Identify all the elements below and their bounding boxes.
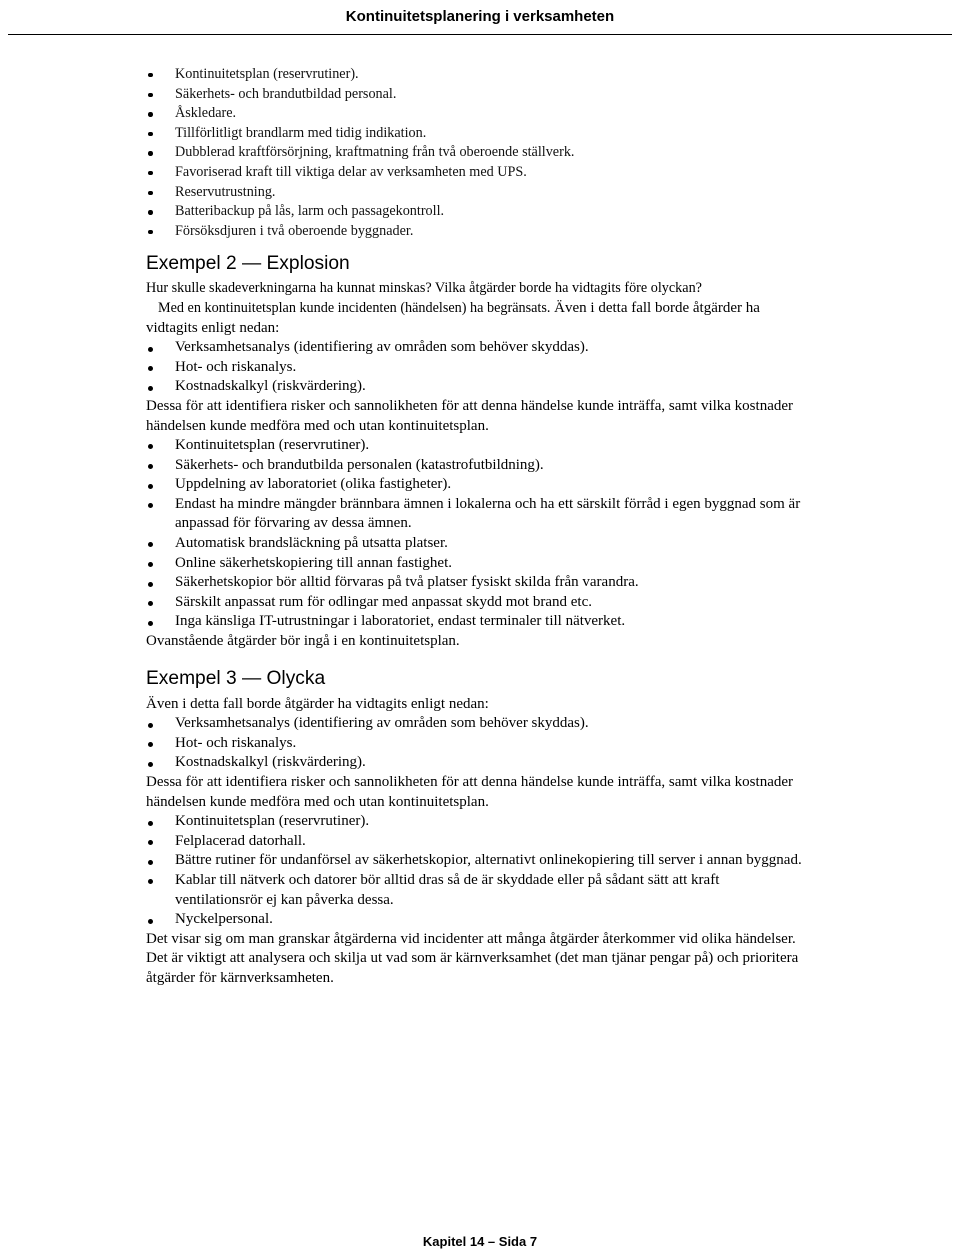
list-item: Säkerhetskopior bör alltid förvaras på två platser fysiskt skilda från varandra. xyxy=(146,573,806,593)
list-item: Kontinuitetsplan (reservrutiner). xyxy=(146,812,806,832)
list-item: Hot- och riskanalys. xyxy=(146,734,806,754)
question-paragraph: Hur skulle skadeverkningarna ha kunnat minskas? Vilka åtgärder borde ha vidtagits före olyckan? xyxy=(146,280,702,297)
measures-bullet-list xyxy=(146,812,806,930)
list-item: Online säkerhetskopiering till annan fastighet. xyxy=(146,554,806,574)
risk-paragraph: Dessa för att identifiera risker och sannolikheten för att denna händelse kunde inträffa, samt vilka kostnader händelsen kunde medföra med och utan kontinuitetsplan. xyxy=(146,774,793,810)
list-item: Dubblerad kraftförsörjning, kraftmatning från två oberoende ställverk. xyxy=(146,143,806,163)
list-item: Inga känsliga IT-utrustningar i laboratoriet, endast terminaler till nätverket. xyxy=(146,612,806,632)
list-item: Tillförlitligt brandlarm med tidig indikation. xyxy=(146,124,806,144)
list-item: Nyckelpersonal. xyxy=(146,910,806,930)
section-heading-example-2: Exempel 2 — Explosion xyxy=(146,253,350,275)
page-header: Kontinuitetsplanering i verksamheten xyxy=(345,8,615,25)
list-item: Säkerhets- och brandutbildad personal. xyxy=(146,85,806,105)
list-item: Felplacerad datorhall. xyxy=(146,832,806,852)
list-item: Kostnadskalkyl (riskvärdering). xyxy=(146,377,806,397)
header-divider xyxy=(8,34,952,35)
list-item: Kontinuitetsplan (reservrutiner). xyxy=(146,436,806,456)
section-heading-example-3: Exempel 3 — Olycka xyxy=(146,667,326,689)
measures-sentence: Även i detta fall borde åtgärder ha vidtagits enligt nedan: xyxy=(146,299,760,336)
analysis-bullet-list xyxy=(146,338,806,397)
closing-paragraph: Ovanstående åtgärder bör ingå i en kontinuitetsplan. xyxy=(146,633,460,650)
list-item: Reservutrustning. xyxy=(146,183,806,203)
list-item: Kablar till nätverk och datorer bör alltid dras så de är skyddade eller på sådant sätt att kraft ventilationsrör ej kan påverka dessa. xyxy=(146,871,806,910)
closing-paragraph: Det visar sig om man granskar åtgärderna vid incidenter att många åtgärder återkommer vid olika händelser. Det är viktigt att analysera och skilja ut vad som är kärnverksamhet (det man tjänar pengar på) och prioritera åtgärder för kärnverksamheten. xyxy=(146,930,799,986)
list-item: Verksamhetsanalys (identifiering av områden som behöver skyddas). xyxy=(146,338,806,358)
intro-bullet-list xyxy=(146,65,806,241)
list-item: Verksamhetsanalys (identifiering av områden som behöver skyddas). xyxy=(146,714,806,734)
list-item: Åskledare. xyxy=(146,104,806,124)
list-item: Bättre rutiner för undanförsel av säkerhetskopior, alternativt onlinekopiering till server i annan byggnad. xyxy=(146,851,806,871)
list-item: Kontinuitetsplan (reservrutiner). xyxy=(146,65,806,85)
list-item: Särskilt anpassat rum för odlingar med anpassat skydd mot brand etc. xyxy=(146,593,806,613)
list-item: Hot- och riskanalys. xyxy=(146,358,806,378)
list-item: Försöksdjuren i två oberoende byggnader. xyxy=(146,222,806,242)
list-item: Kostnadskalkyl (riskvärdering). xyxy=(146,753,806,773)
example-3-section xyxy=(146,695,806,989)
list-item: Uppdelning av laboratoriet (olika fastigheter). xyxy=(146,475,806,495)
risk-paragraph: Dessa för att identifiera risker och sannolikheten för att denna händelse kunde inträffa, samt vilka kostnader händelsen kunde medföra med och utan kontinuitetsplan. xyxy=(146,397,793,434)
example-2-section xyxy=(146,279,806,651)
list-item: Endast ha mindre mängder brännbara ämnen i lokalerna och ha ett särskilt förråd i egen byggnad som är anpassad för förvaring av dessa ämnen. xyxy=(146,495,806,534)
list-item: Favoriserad kraft till viktiga delar av verksamheten med UPS. xyxy=(146,163,806,183)
measures-bullet-list xyxy=(146,436,806,632)
document-body xyxy=(146,65,806,989)
plan-paragraph xyxy=(146,299,806,338)
list-item: Batteribackup på lås, larm och passagekontroll. xyxy=(146,202,806,222)
page-footer: Kapitel 14 – Sida 7 xyxy=(422,1234,538,1249)
list-item: Automatisk brandsläckning på utsatta platser. xyxy=(146,534,806,554)
list-item: Säkerhets- och brandutbilda personalen (katastrofutbildning). xyxy=(146,456,806,476)
plan-sentence: Med en kontinuitetsplan kunde incidenten (händelsen) ha begränsats. xyxy=(158,299,551,316)
analysis-bullet-list xyxy=(146,714,806,773)
intro-paragraph: Även i detta fall borde åtgärder ha vidtagits enligt nedan: xyxy=(146,695,489,712)
